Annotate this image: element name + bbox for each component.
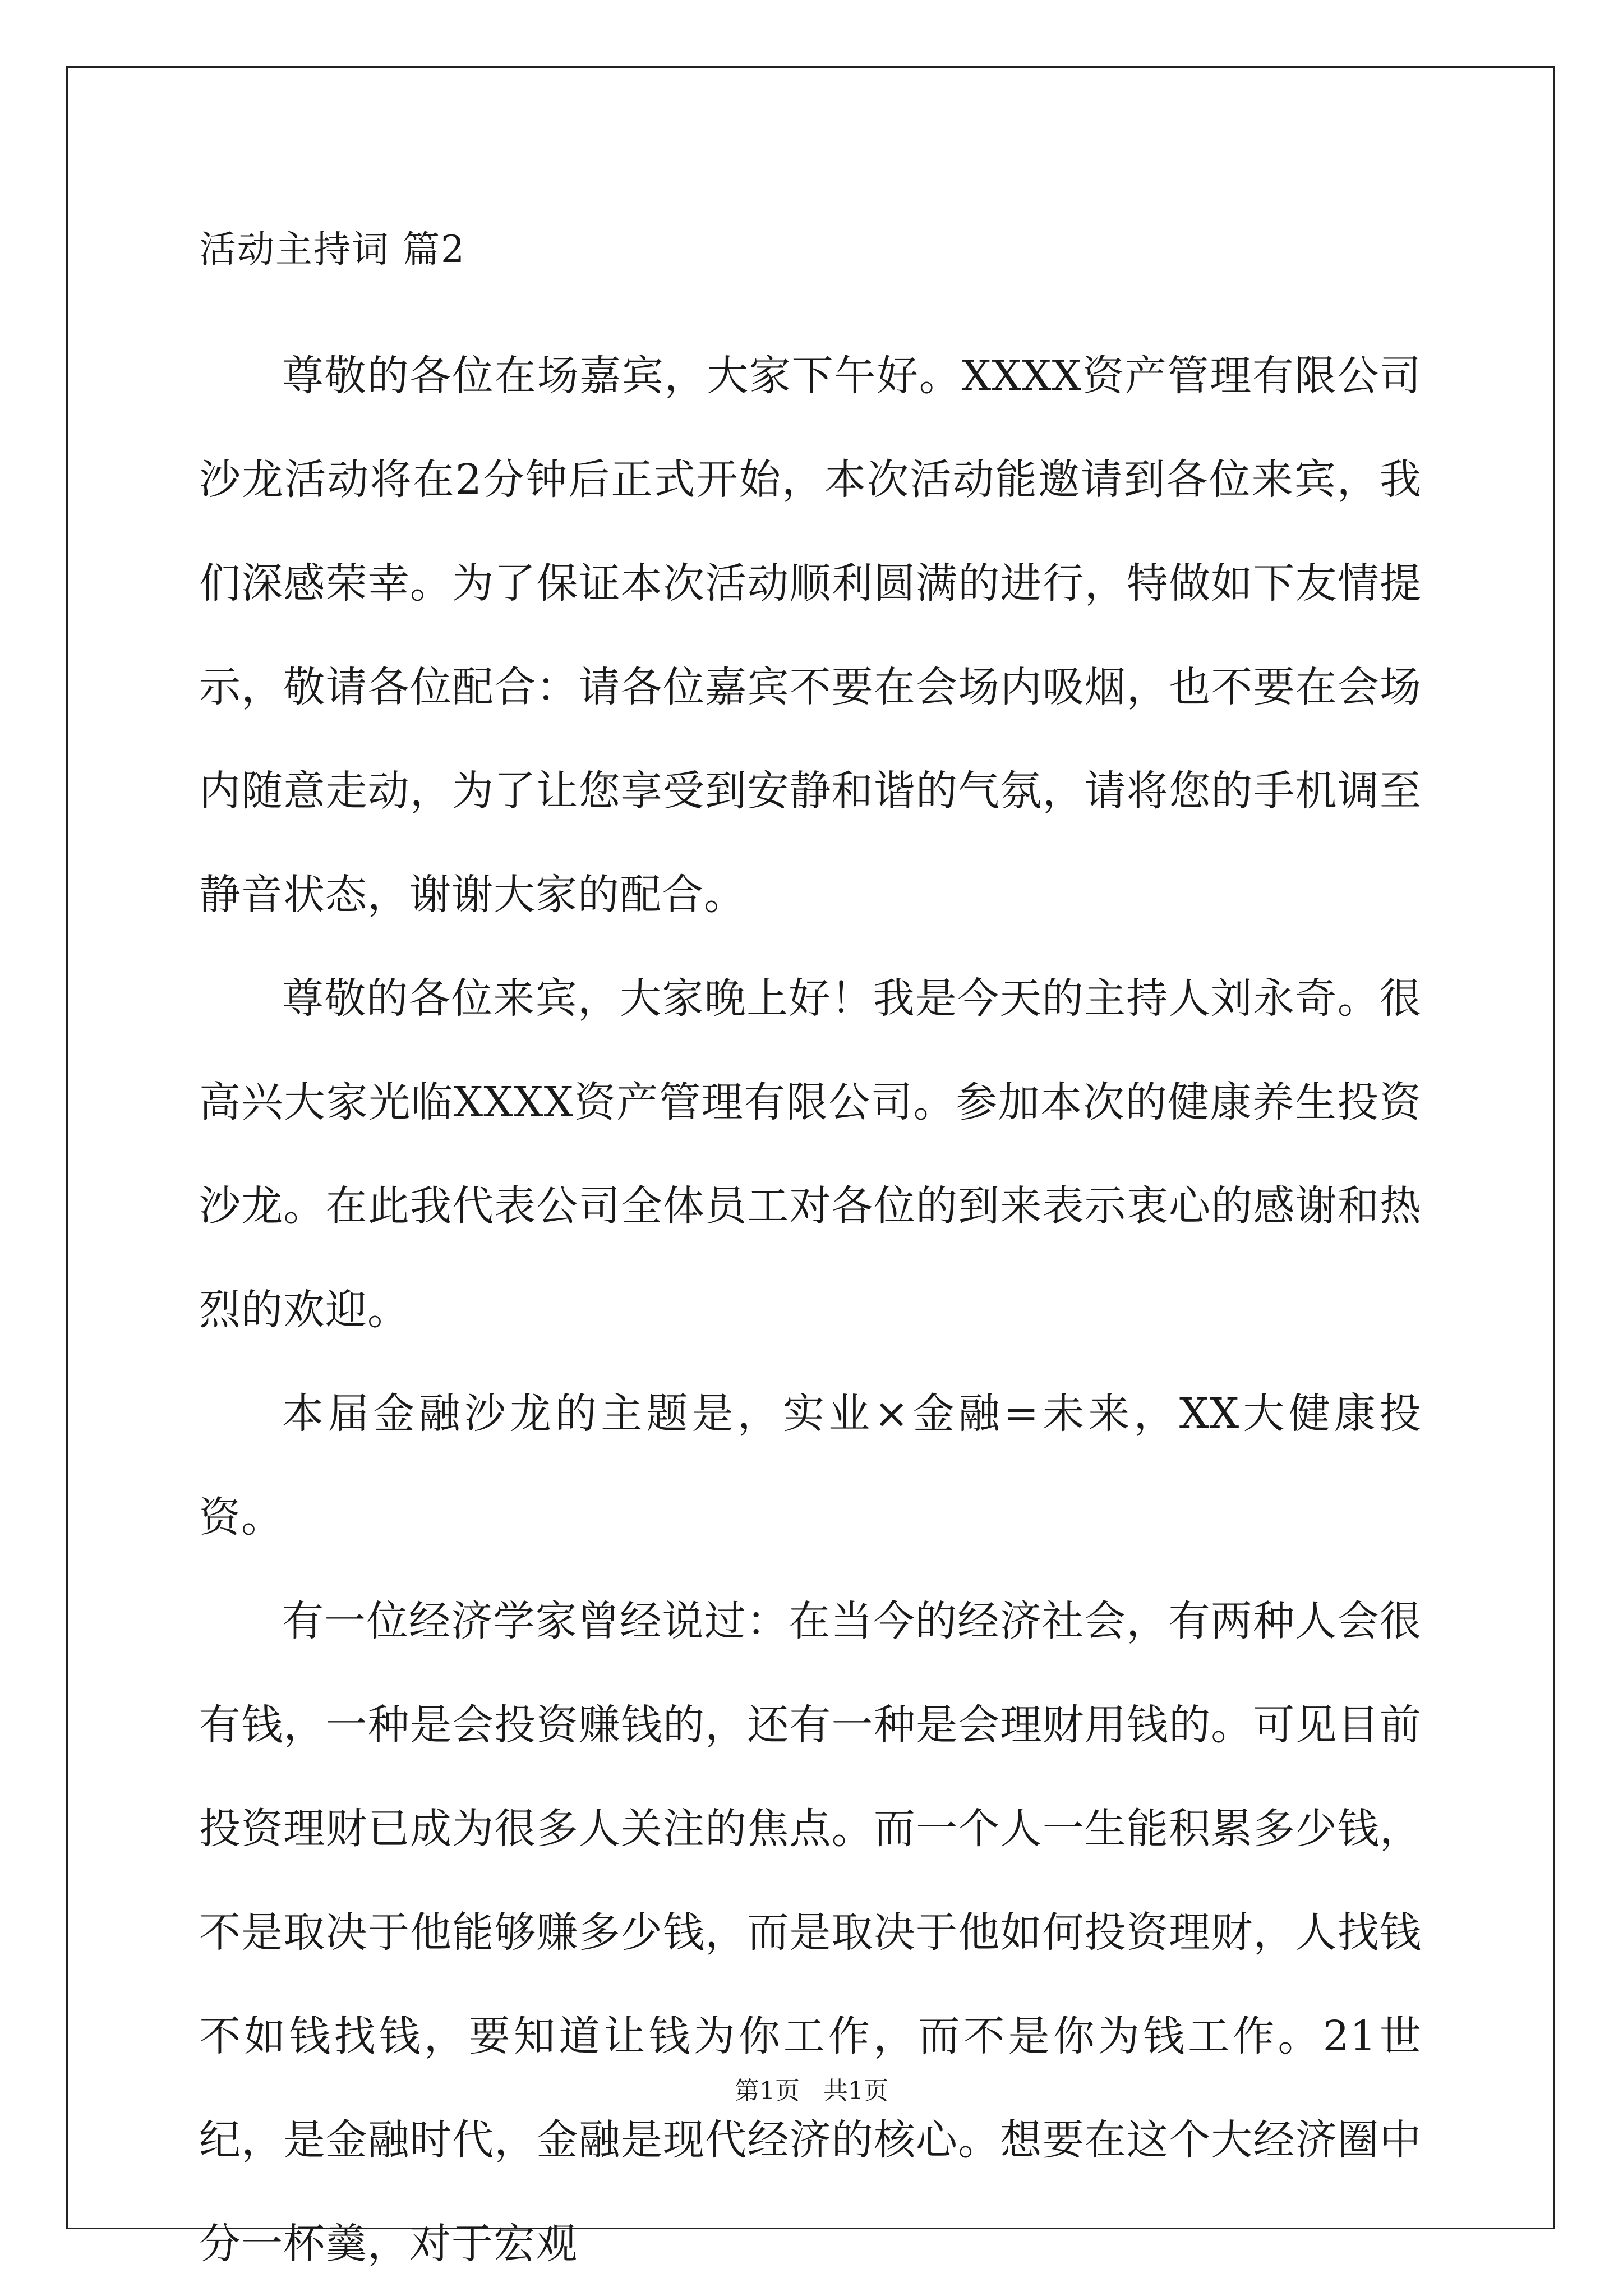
document-title: 活动主持词 篇2 [199,228,465,271]
document-body [199,324,1422,2296]
paragraph-1: 尊敬的各位在场嘉宾，大家下午好。XXXX资产管理有限公司沙龙活动将在2分钟后正式开始，本次活动能邀请到各位来宾，我们深感荣幸。为了保证本次活动顺利圆满的进行，特做如下友情提示，敬请各位配合：请各位嘉宾不要在会场内吸烟，也不要在会场内随意走动，为了让您享受到安静和谐的气氛，请将您的手机调至静音状态，谢谢大家的配合。 [199,352,1422,919]
paragraph-2: 尊敬的各位来宾，大家晚上好！我是今天的主持人刘永奇。很高兴大家光临XXXX资产管理有限公司。参加本次的健康养生投资沙龙。在此我代表公司全体员工对各位的到来表示衷心的感谢和热烈的欢迎。 [199,974,1422,1334]
paragraph-4: 有一位经济学家曾经说过：在当今的经济社会，有两种人会很有钱，一种是会投资赚钱的，还有一种是会理财用钱的。可见目前投资理财已成为很多人关注的焦点。而一个人一生能积累多少钱，不是取决于他能够赚多少钱，而是取决于他如何投资理财，人找钱不如钱找钱，要知道让钱为你工作，而不是你为钱工作。21世纪，是金融时代，金融是现代经济的核心。想要在这个大经济圈中分一杯羹，对于宏观 [199,1597,1422,2268]
page-footer: 第1页 共1页 [735,2077,888,2105]
paragraph-3: 本届金融沙龙的主题是，实业×金融=未来，XX大健康投资。 [199,1389,1422,1542]
